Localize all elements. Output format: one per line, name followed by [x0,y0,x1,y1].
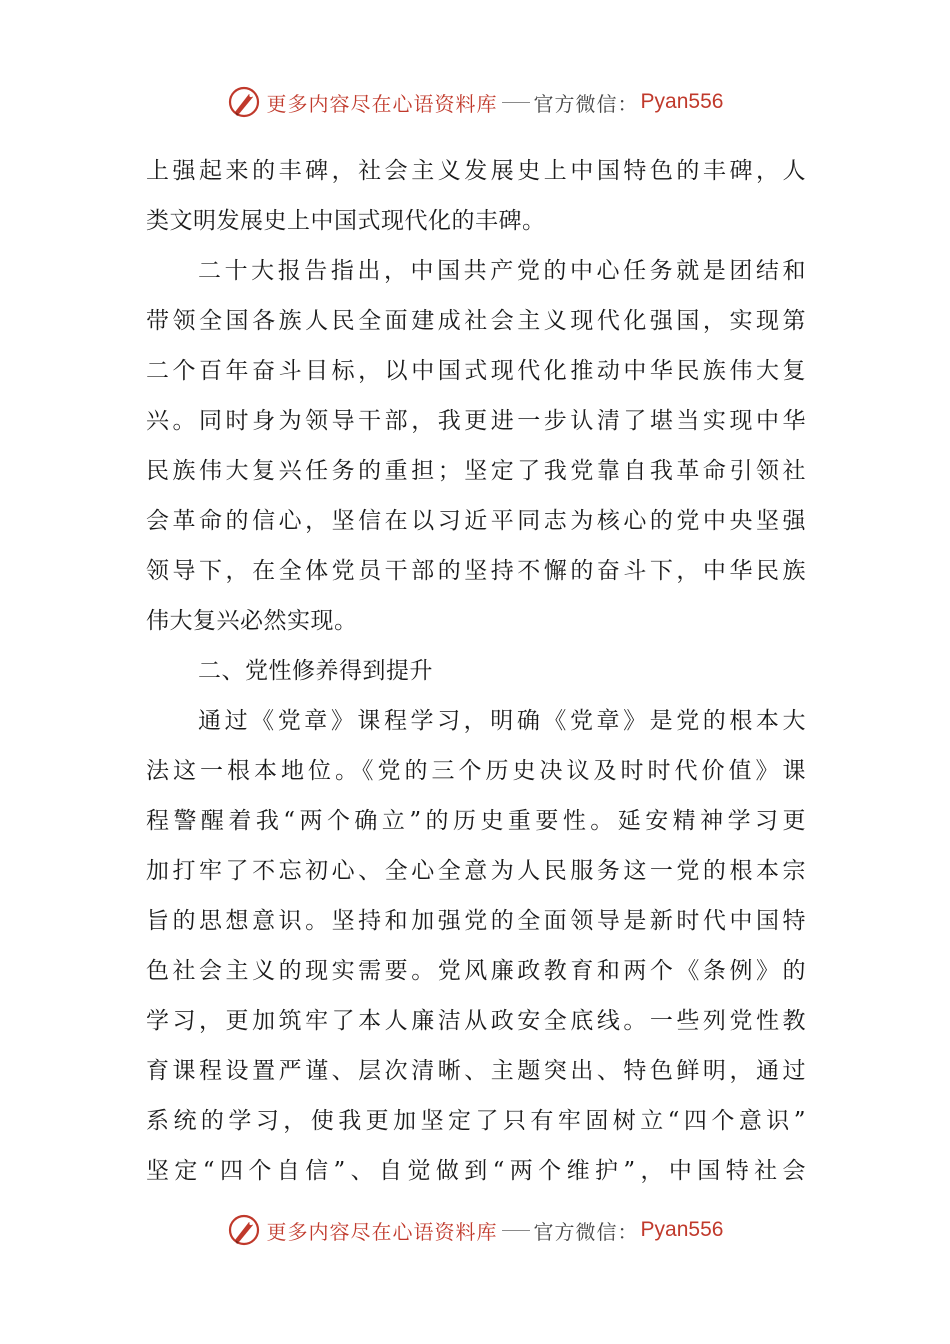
header-banner [0,80,950,124]
header-dash-divider [502,102,530,103]
section-heading: 二、党性修养得到提升 [198,658,433,684]
document-body [146,146,806,1196]
body-line: 二十大报告指出，中国共产党的中心任务就是团结和 [198,258,806,284]
body-line: 旨的思想意识。坚持和加强党的全面领导是新时代中国特 [146,908,806,934]
body-line: 带领全国各族人民全面建成社会主义现代化强国，实现第 [146,308,806,334]
body-line: 系统的学习，使我更加坚定了只有牢固树立“四个意识” [146,1108,806,1134]
body-line: 加打牢了不忘初心、全心全意为人民服务这一党的根本宗 [146,858,806,884]
header-contact-label: 官方微信： [533,91,639,116]
body-line: 色社会主义的现实需要。党风廉政教育和两个《条例》的 [146,958,806,984]
footer-slogan: 更多内容尽在心语资料库 [266,1219,498,1244]
footer-banner [0,1208,950,1252]
pen-logo-icon [227,1213,261,1247]
body-line: 类文明发展史上中国式现代化的丰碑。 [146,208,546,234]
body-line: 伟大复兴必然实现。 [146,608,358,634]
pen-logo-icon [227,85,261,119]
body-line: 学习，更加筑牢了本人廉洁从政安全底线。一些列党性教 [146,1008,806,1034]
body-line: 兴。同时身为领导干部，我更进一步认清了堪当实现中华 [146,408,806,434]
body-line: 上强起来的丰碑，社会主义发展史上中国特色的丰碑，人 [146,158,806,184]
body-line: 坚定“四个自信”、自觉做到“两个维护”，中国特社会 [146,1158,806,1184]
body-line: 通过《党章》课程学习，明确《党章》是党的根本大 [198,708,806,734]
footer-dash-divider [502,1230,530,1231]
header-slogan: 更多内容尽在心语资料库 [266,91,498,116]
body-line: 民族伟大复兴任务的重担；坚定了我党靠自我革命引领社 [146,458,806,484]
body-line: 二个百年奋斗目标，以中国式现代化推动中华民族伟大复 [146,358,806,384]
footer-contact-label: 官方微信： [533,1219,639,1244]
body-line: 法这一根本地位。《党的三个历史决议及时时代价值》课 [146,758,806,784]
body-line: 领导下，在全体党员干部的坚持不懈的奋斗下，中华民族 [146,558,806,584]
footer-wechat-id: Pyan556 [640,1218,724,1241]
body-line: 育课程设置严谨、层次清晰、主题突出、特色鲜明，通过 [146,1058,806,1084]
body-line: 程警醒着我“两个确立”的历史重要性。延安精神学习更 [146,808,806,834]
header-wechat-id: Pyan556 [640,90,724,113]
body-line: 会革命的信心，坚信在以习近平同志为核心的党中央坚强 [146,508,806,534]
